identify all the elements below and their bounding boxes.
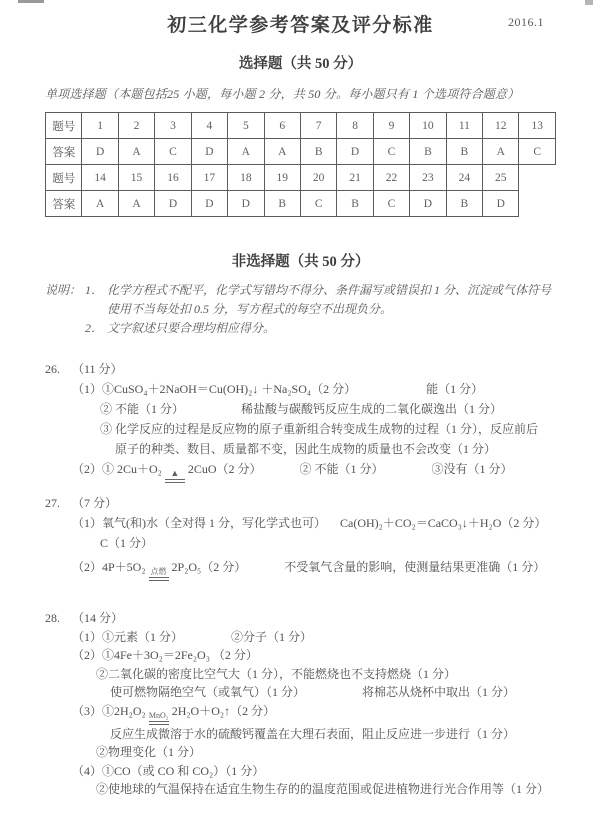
question-number-cell: 14 bbox=[82, 165, 118, 191]
answer-text: 2P₂O₅（2 分） bbox=[171, 560, 247, 574]
question-number-cell: 25 bbox=[483, 165, 519, 191]
question-number-cell: 16 bbox=[155, 165, 191, 191]
empty-cell bbox=[519, 165, 556, 191]
answer-text: 反应生成微溶于水的硫酸钙覆盖在大理石表面，阻止反应进一步进行（1 分） bbox=[110, 726, 516, 741]
answer-cell: A bbox=[228, 139, 264, 165]
note-number: 1． bbox=[85, 283, 104, 297]
answer-cell: A bbox=[118, 139, 154, 165]
answer-text: ②物理变化（1 分） bbox=[96, 745, 202, 759]
answer-line bbox=[72, 646, 556, 665]
ignite-condition-label: 点燃 bbox=[150, 567, 167, 576]
question-number: 27. bbox=[45, 496, 60, 510]
noncho-section-heading: 非选择题（共 50 分） bbox=[231, 254, 370, 270]
question-27-answers bbox=[45, 493, 556, 581]
note-text: 文字叙述只要合理均相应得分。 bbox=[107, 321, 276, 335]
answer-cell: D bbox=[82, 139, 118, 165]
answer-text: ②使地球的气温保持在适宜生物生存的的温度范围或促进植物进行光合作用等（1 分） bbox=[96, 782, 550, 796]
answer-cell: A bbox=[82, 191, 118, 217]
answer-text: ② 不能（1 分） bbox=[100, 402, 185, 416]
answer-text: ②二氧化碳的密度比空气大（1 分），不能燃烧也不支持燃烧（1 分） bbox=[96, 666, 457, 681]
answer-cell: D bbox=[337, 139, 373, 165]
question-26-header bbox=[45, 359, 556, 379]
answer-line bbox=[110, 725, 556, 744]
equals-double-line bbox=[149, 577, 169, 581]
answer-text: （2）① 2Cu＋O₂ bbox=[72, 462, 162, 476]
answer-cell: C bbox=[373, 139, 409, 165]
empty-cell bbox=[519, 191, 556, 217]
answer-cell: A bbox=[264, 139, 300, 165]
answer-text: 能（1 分） bbox=[426, 382, 484, 396]
question-28-header bbox=[45, 609, 556, 628]
question-number-cell: 20 bbox=[300, 165, 336, 191]
notes-items bbox=[85, 281, 556, 338]
answer-text: 2CuO（2 分） bbox=[187, 462, 262, 476]
answer-cell: A bbox=[118, 191, 154, 217]
answer-cell: B bbox=[410, 139, 446, 165]
question-number-cell: 12 bbox=[483, 113, 519, 139]
question-number-cell: 21 bbox=[337, 165, 373, 191]
answer-line bbox=[96, 743, 556, 762]
question-number-cell: 24 bbox=[446, 165, 482, 191]
answer-text: （3）①2H₂O₂ bbox=[72, 703, 146, 718]
question-number-cell: 10 bbox=[410, 113, 446, 139]
question-number-cell: 23 bbox=[410, 165, 446, 191]
question-number-cell: 22 bbox=[373, 165, 409, 191]
question-28-answers bbox=[45, 609, 556, 799]
answer-text: Ca(OH)₂＋CO₂＝CaCO₃↓＋H₂O（2 分） bbox=[340, 516, 547, 530]
answer-line bbox=[100, 419, 556, 439]
answer-cell: D bbox=[155, 191, 191, 217]
note-text: 化学方程式不配平，化学式写错均不得分、条件漏写或错误扣 1 分、沉淀或气体符号使用不当每处扣 0.5 分，写方程式的每空不出现负分。 bbox=[107, 283, 552, 316]
note-number: 2． bbox=[85, 321, 104, 335]
question-number-cell: 4 bbox=[191, 113, 227, 139]
question-score: （11 分） bbox=[72, 362, 123, 376]
question-number-cell: 11 bbox=[446, 113, 482, 139]
answer-line bbox=[100, 533, 556, 553]
answer-text: ③ 化学反应的过程是反应物的原子重新组合转变成生成物的过程（1 分），反应前后 bbox=[100, 422, 539, 436]
answer-text: 稀盐酸与碳酸钙反应生成的二氧化碳逸出（1 分） bbox=[241, 402, 503, 416]
reaction-condition-ignite bbox=[149, 568, 169, 581]
notes-label: 说明： bbox=[45, 283, 82, 297]
question-score: （14 分） bbox=[72, 611, 124, 625]
question-number-cell: 13 bbox=[519, 113, 556, 139]
exam-date: 2016.1 bbox=[508, 15, 544, 29]
answer-key-table bbox=[45, 112, 556, 217]
answer-text: （4）①CO（或 CO 和 CO₂）（1 分） bbox=[72, 763, 265, 778]
question-number-cell: 6 bbox=[264, 113, 300, 139]
question-number: 26. bbox=[45, 362, 60, 376]
choice-section-intro: 单项选择题（本题包括25 小题，每小题 2 分，共 50 分。每小题只有 1 个选项符合题意） bbox=[45, 87, 520, 101]
answer-cell: C bbox=[155, 139, 191, 165]
answer-line bbox=[72, 459, 556, 483]
row-label: 答案 bbox=[46, 191, 82, 217]
answer-text: 2H₂O＋O₂↑（2 分） bbox=[171, 703, 276, 718]
answer-text: 不受氧气含量的影响，使测量结果更准确（1 分） bbox=[284, 560, 546, 574]
answer-text: ③没有（1 分） bbox=[431, 462, 513, 476]
question-number-cell: 8 bbox=[337, 113, 373, 139]
table-row-answers-1 bbox=[46, 139, 556, 165]
question-26-answers bbox=[45, 359, 556, 483]
choice-section-heading: 选择题（共 50 分） bbox=[238, 56, 363, 72]
row-label: 答案 bbox=[46, 139, 82, 165]
note-item bbox=[85, 281, 556, 319]
question-number-cell: 15 bbox=[118, 165, 154, 191]
question-number-cell: 1 bbox=[82, 113, 118, 139]
row-label: 题号 bbox=[46, 113, 82, 139]
question-number-cell: 9 bbox=[373, 113, 409, 139]
question-number-cell: 5 bbox=[228, 113, 264, 139]
answer-text: 将棉芯从烧杯中取出（1 分） bbox=[362, 685, 516, 699]
answer-line bbox=[96, 665, 556, 684]
answer-text: （1）①元素（1 分） bbox=[72, 629, 184, 644]
answer-cell: D bbox=[191, 139, 227, 165]
answer-cell: C bbox=[519, 139, 556, 165]
answer-cell: C bbox=[373, 191, 409, 217]
answer-text: （2）4P＋5O₂ bbox=[72, 560, 146, 574]
equals-double-line bbox=[149, 721, 169, 725]
row-label: 题号 bbox=[46, 165, 82, 191]
question-27-header bbox=[45, 493, 556, 513]
equals-double-line bbox=[165, 479, 185, 483]
answer-cell: C bbox=[300, 191, 336, 217]
answer-cell: B bbox=[446, 139, 482, 165]
answer-cell: D bbox=[191, 191, 227, 217]
answer-cell: D bbox=[483, 191, 519, 217]
answer-cell: A bbox=[483, 139, 519, 165]
answer-text: （1）氧气(和)水（全对得 1 分，写化学式也可） bbox=[72, 516, 326, 530]
answer-text: （2）①4Fe＋3O₂＝2Fe₂O₃ （2 分） bbox=[72, 648, 258, 662]
answer-line bbox=[72, 762, 556, 781]
question-score: （7 分） bbox=[72, 496, 118, 510]
answer-text: 使可燃物隔绝空气（或氧气）（1 分） bbox=[110, 685, 306, 699]
answer-line bbox=[96, 780, 556, 799]
question-number-cell: 7 bbox=[300, 113, 336, 139]
question-number-cell: 2 bbox=[118, 113, 154, 139]
header bbox=[45, 10, 556, 37]
answer-text: ②分子（1 分） bbox=[231, 629, 313, 644]
grading-notes bbox=[45, 281, 556, 338]
answer-text: C（1 分） bbox=[100, 536, 154, 550]
answer-cell: B bbox=[337, 191, 373, 217]
answer-line bbox=[72, 513, 556, 533]
question-number-cell: 18 bbox=[228, 165, 264, 191]
answer-line bbox=[110, 683, 556, 702]
answer-text: 原子的种类、数目、质量都不变，因此生成物的质量也不会改变（1 分） bbox=[115, 442, 497, 456]
answer-line bbox=[100, 399, 556, 419]
question-number-cell: 17 bbox=[191, 165, 227, 191]
answer-line bbox=[72, 628, 556, 647]
answer-line bbox=[72, 702, 556, 725]
table-row-question-numbers-1 bbox=[46, 113, 556, 139]
reaction-condition-delta bbox=[165, 469, 185, 483]
reaction-condition-catalyst bbox=[149, 712, 169, 725]
answer-cell: D bbox=[410, 191, 446, 217]
question-number: 28. bbox=[45, 611, 60, 625]
delta-heat-icon: ▲ bbox=[170, 468, 180, 478]
answer-line bbox=[115, 439, 556, 459]
answer-cell: B bbox=[446, 191, 482, 217]
answer-cell: B bbox=[264, 191, 300, 217]
table-row-answers-2 bbox=[46, 191, 556, 217]
question-number-cell: 3 bbox=[155, 113, 191, 139]
answer-line bbox=[72, 557, 556, 581]
page-title: 初三化学参考答案及评分标准 bbox=[167, 15, 434, 36]
catalyst-condition-label: MnO₂ bbox=[148, 710, 169, 720]
table-row-question-numbers-2 bbox=[46, 165, 556, 191]
note-item bbox=[85, 319, 556, 338]
answer-cell: B bbox=[300, 139, 336, 165]
answer-line bbox=[72, 379, 556, 399]
answer-text: ② 不能（1 分） bbox=[299, 462, 384, 476]
question-number-cell: 19 bbox=[264, 165, 300, 191]
answer-cell: D bbox=[228, 191, 264, 217]
answer-text: （1）①CuSO₄＋2NaOH＝Cu(OH)₂↓ ＋Na₂SO₄（2 分） bbox=[72, 382, 357, 396]
